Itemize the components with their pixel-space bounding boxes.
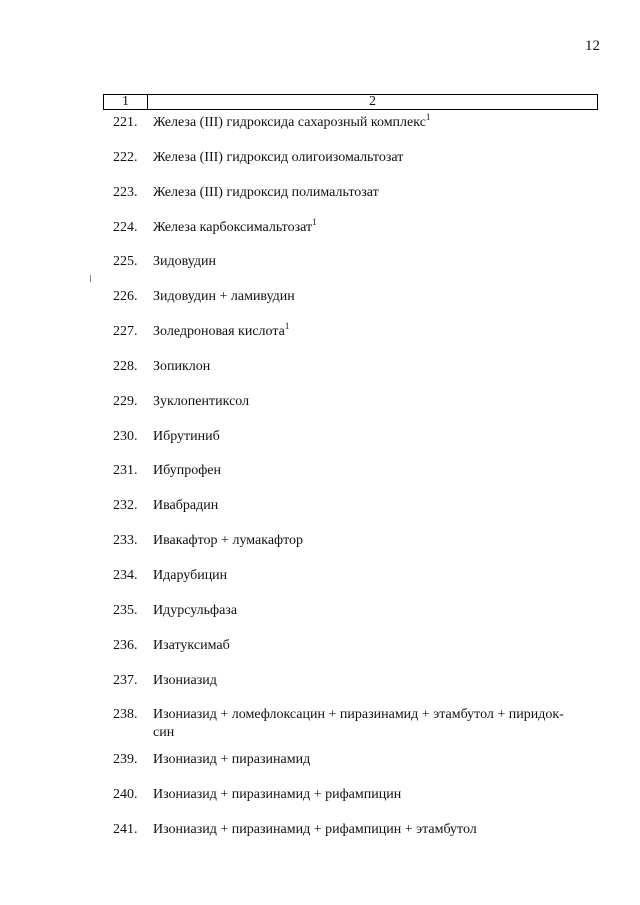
drug-name-text: Железа (III) гидроксид олигоизомальтозат	[153, 149, 404, 165]
item-number: 221.	[113, 115, 138, 130]
drug-name	[153, 253, 603, 271]
drug-name	[153, 786, 603, 804]
item-number: 233.	[113, 533, 138, 549]
footnote-marker: 1	[284, 321, 290, 332]
footnote-marker: 1	[425, 112, 431, 122]
list-item	[0, 215, 640, 250]
item-number: 237.	[113, 672, 138, 688]
list-item	[0, 319, 640, 354]
list-item	[0, 145, 640, 180]
list-item	[0, 110, 640, 145]
drug-name	[153, 288, 603, 306]
drug-name-text: Ивакафтор + лумакафтор	[153, 533, 304, 549]
drug-name-text: Зуклопентиксол	[153, 393, 250, 409]
column-header-2: 2	[369, 94, 376, 109]
list-item	[0, 668, 640, 703]
item-number: 223.	[113, 184, 138, 200]
drug-name-text: Идарубицин	[153, 567, 228, 583]
item-number: 222.	[113, 149, 138, 165]
item-number: 225.	[113, 254, 138, 270]
drug-name	[153, 532, 603, 550]
drug-name	[153, 358, 603, 376]
drug-name	[153, 462, 603, 480]
list-item	[0, 563, 640, 598]
drug-name-text: Изатуксимаб	[153, 637, 230, 653]
list-item	[0, 782, 640, 817]
list-item	[0, 389, 640, 424]
drug-name-text: Изониазид + пиразинамид + рифампицин	[153, 787, 402, 803]
item-number: 227.	[113, 324, 138, 340]
drug-list	[0, 110, 640, 852]
list-item	[0, 633, 640, 668]
drug-name	[153, 149, 603, 167]
drug-name	[153, 428, 603, 446]
item-number: 238.	[113, 707, 138, 723]
drug-name-text: Ивабрадин	[153, 498, 219, 514]
list-item	[0, 493, 640, 528]
drug-name	[153, 184, 603, 202]
item-number: 231.	[113, 463, 138, 479]
drug-name	[153, 114, 603, 132]
list-item	[0, 180, 640, 215]
drug-name	[153, 497, 603, 515]
item-number: 226.	[113, 289, 138, 305]
drug-name-text: Железа (III) гидроксид полимальтозат	[153, 184, 379, 200]
drug-name-text: Зопиклон	[153, 358, 211, 374]
list-item	[0, 598, 640, 633]
item-number: 235.	[113, 602, 138, 618]
drug-name	[153, 602, 603, 620]
list-item	[0, 702, 640, 747]
list-item	[0, 354, 640, 389]
item-number: 224.	[113, 219, 138, 235]
item-number: 232.	[113, 498, 138, 514]
item-number: 234.	[113, 567, 138, 583]
drug-name	[153, 706, 603, 742]
drug-name	[153, 821, 603, 839]
item-number: 241.	[113, 822, 138, 838]
list-item	[0, 249, 640, 284]
drug-name	[153, 637, 603, 655]
list-item	[0, 817, 640, 852]
list-item	[0, 284, 640, 319]
drug-name	[153, 567, 603, 585]
drug-name-text: Ибупрофен	[153, 463, 221, 479]
page-number: 12	[585, 38, 600, 54]
column-header-1: 1	[104, 95, 148, 109]
drug-name	[153, 393, 603, 411]
drug-name-text: Изониазид + ломефлоксацин + пиразинамид + этамбутол + пиридок-	[153, 707, 564, 723]
item-number: 239.	[113, 752, 138, 768]
drug-name-text: Изониазид + пиразинамид	[153, 752, 311, 768]
drug-name-text: Зидовудин + ламивудин	[153, 289, 295, 305]
item-number: 236.	[113, 637, 138, 653]
item-number: 240.	[113, 787, 138, 803]
drug-name-text: Зидовудин	[153, 254, 216, 270]
list-item	[0, 458, 640, 493]
list-item	[0, 528, 640, 563]
item-number: 228.	[113, 358, 138, 374]
list-item	[0, 424, 640, 459]
drug-name	[153, 751, 603, 769]
drug-name-text: Золедроновая кислота	[153, 324, 285, 340]
drug-name-text: Железа карбоксимальтозат	[153, 219, 313, 235]
drug-name-text: син	[153, 725, 175, 741]
footnote-marker: 1	[312, 216, 317, 227]
item-number: 229.	[113, 393, 138, 409]
drug-name-text: Идурсульфаза	[153, 602, 238, 618]
drug-name-text: Ибрутиниб	[153, 428, 220, 444]
drug-name	[153, 672, 603, 690]
drug-name-text: Изониазид	[153, 672, 217, 688]
drug-name	[153, 216, 603, 237]
item-number: 230.	[113, 428, 138, 444]
drug-name-text: Изониазид + пиразинамид + рифампицин + этамбутол	[153, 822, 477, 838]
list-item	[0, 747, 640, 782]
table-column-header	[103, 94, 598, 110]
drug-name	[153, 323, 603, 341]
drug-name-text: Железа (III) гидроксида сахарозный комплекс	[153, 115, 426, 130]
